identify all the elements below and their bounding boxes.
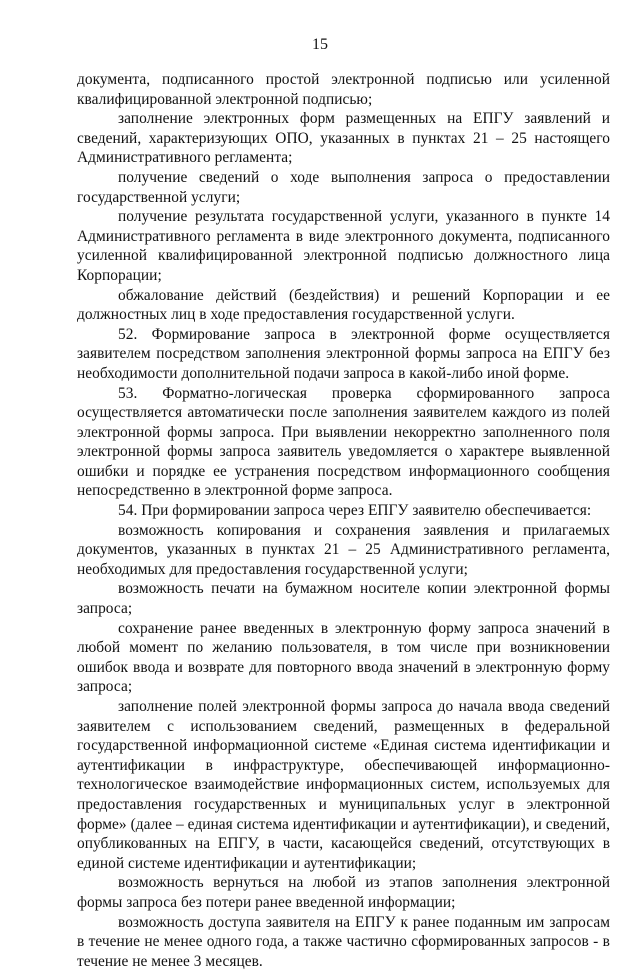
paragraph-status-info: получение сведений о ходе выполнения запроса о предоставлении государственной услуги; bbox=[77, 168, 610, 206]
paragraph-fill-forms: заполнение электронных форм размещенных на ЕПГУ заявлений и сведений, характеризующих ОПО, указанных в пунктах 21 – 25 настоящего Административного регламента; bbox=[77, 110, 610, 167]
paragraph-appeal: обжалование действий (бездействия) и решений Корпорации и ее должностных лиц в ходе предоставления государственной услуги. bbox=[77, 286, 610, 324]
paragraph-return: возможность вернуться на любой из этапов заполнения электронной формы запроса без потери ранее введенной информации; bbox=[77, 874, 610, 911]
paragraph-52: 52. Формирование запроса в электронной форме осуществляется заявителем посредством заполнения электронной формы запроса на ЕПГУ без необходимости дополнительной подачи запроса в какой-либо иной форме. bbox=[77, 325, 610, 382]
paragraph-get-result: получение результата государственной услуги, указанного в пункте 14 Административного регламента в виде электронного документа, подписанного усиленной квалифицированной электронной подписью должностного лица Корпорации; bbox=[77, 208, 610, 284]
paragraph-copy-save: возможность копирования и сохранения заявления и прилагаемых документов, указанных в пунктах 21 – 25 Административного регламента, необходимых для предоставления государственной услуги; bbox=[77, 521, 610, 578]
page-number: 15 bbox=[312, 36, 328, 53]
paragraph-prefill: заполнение полей электронной формы запроса до начала ввода сведений заявителем с использованием сведений, размещенных в федеральной государственной информационной системе «Единая система идентификации и аутентификации в инфраструктуре, обеспечивающей информационно-технологическое взаимодействие информационных систем, используемых для предоставления государственных и муниципальных услуг в электронной форме» (далее – единая система идентификации и аутентификации), и сведений, опубликованных на ЕПГУ, в части, касающейся сведений, отсутствующих в единой системе идентификации и аутентификации; bbox=[77, 698, 610, 872]
paragraph-continuation: документа, подписанного простой электронной подписью или усиленной квалифицированной электронной подписью; bbox=[77, 71, 610, 108]
paragraph-53: 53. Форматно-логическая проверка сформированного запроса осуществляется автоматически после заполнения заявителем каждого из полей электронной формы запроса. При выявлении некорректно заполненного поля электронной формы запроса заявитель уведомляется о характере выявленной ошибки и порядке ее устранения посредством информационного сообщения непосредственно в электронной форме запроса. bbox=[77, 384, 610, 500]
document-body bbox=[77, 70, 610, 971]
paragraph-print: возможность печати на бумажном носителе копии электронной формы запроса; bbox=[77, 580, 610, 618]
paragraph-access: возможность доступа заявителя на ЕПГУ к ранее поданным им запросам в течение не менее одного года, а также частично сформированных запросов - в течение не менее 3 месяцев. bbox=[77, 913, 610, 970]
paragraph-save-values: сохранение ранее введенных в электронную форму запроса значений в любой момент по желанию пользователя, в том числе при возникновении ошибок ввода и возврате для повторного ввода значений в электронную форму запроса; bbox=[77, 619, 610, 696]
paragraph-54: 54. При формировании запроса через ЕПГУ заявителю обеспечивается: bbox=[118, 502, 592, 520]
